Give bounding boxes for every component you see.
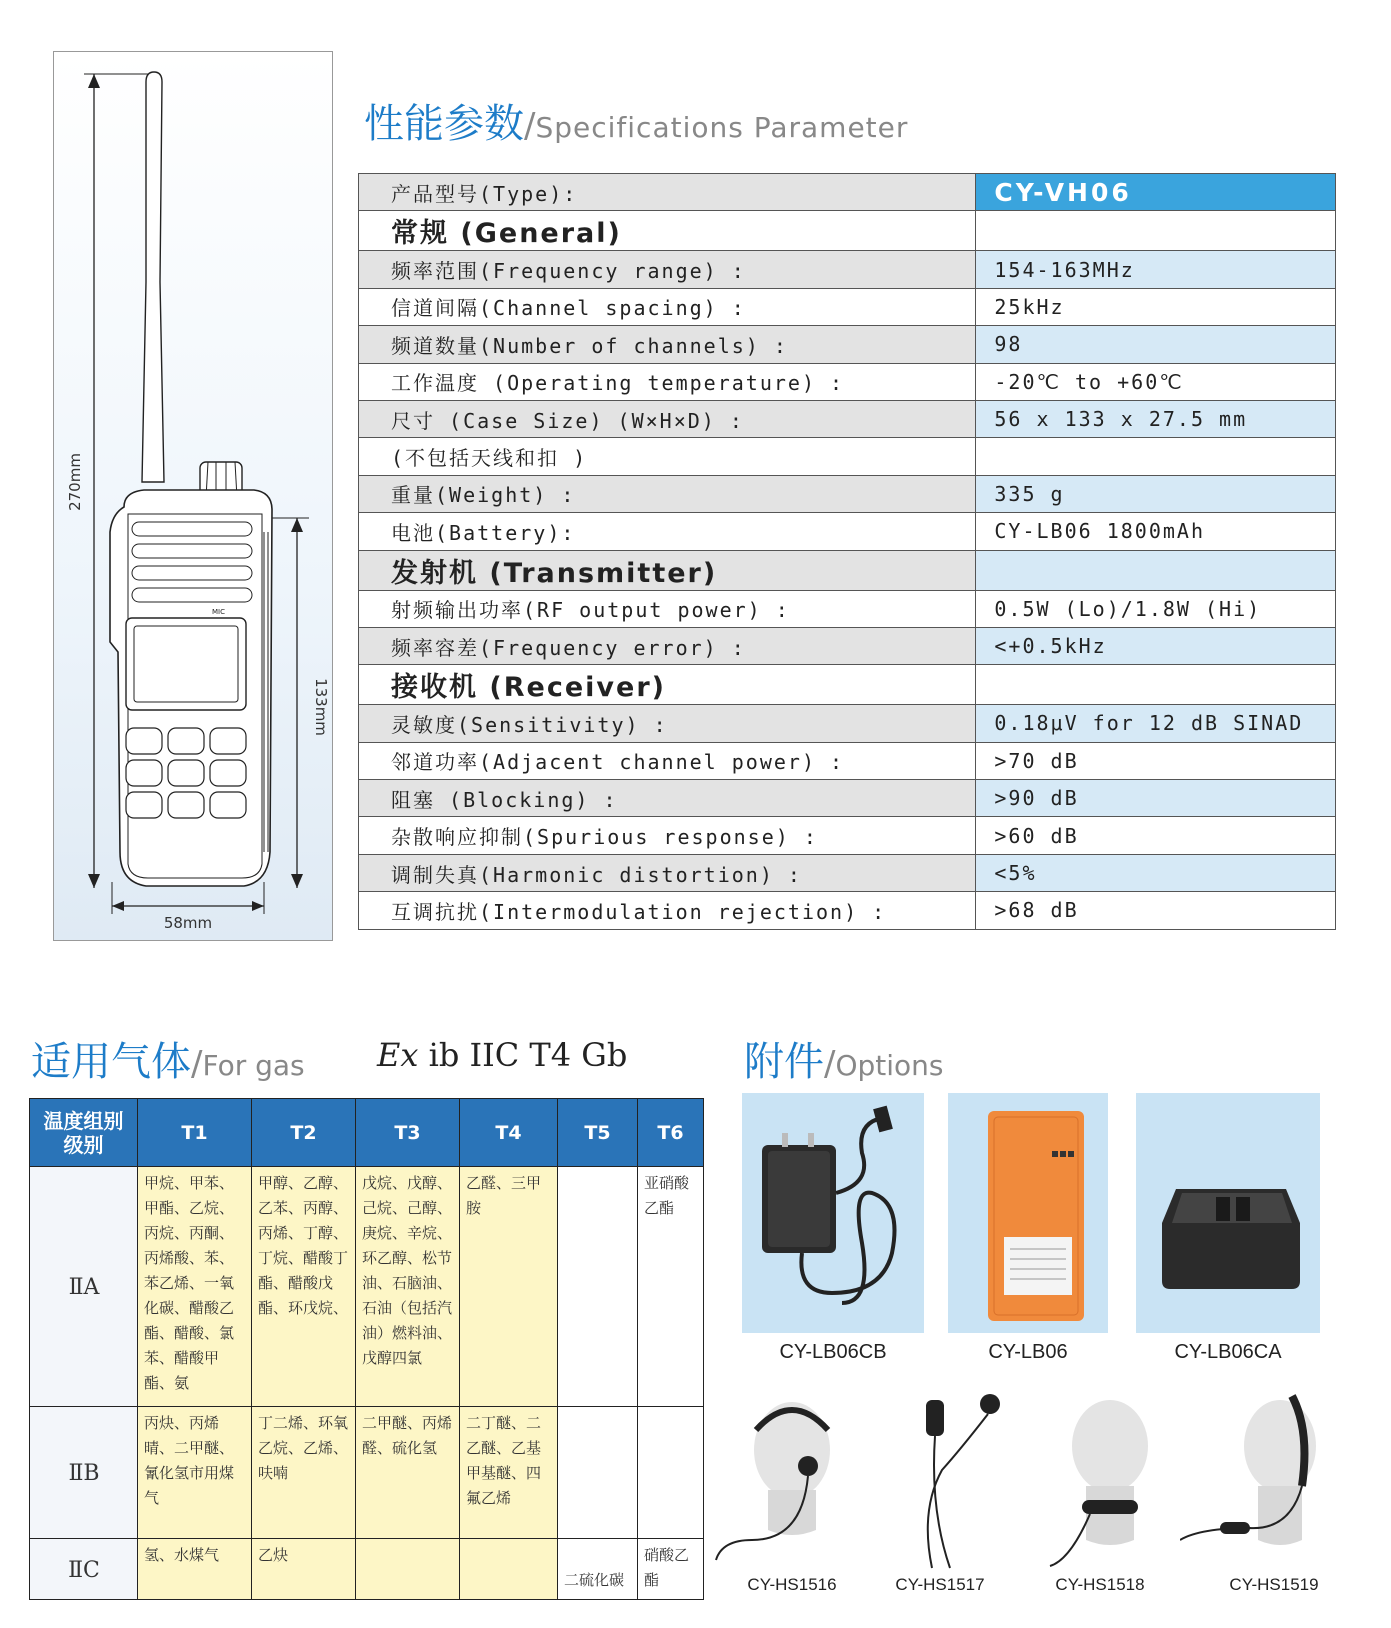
gas-cell: 丁二烯、环氧乙烷、乙烯、呋喃 (252, 1407, 356, 1539)
spec-row (359, 363, 1336, 400)
battery-image (948, 1093, 1108, 1333)
headset-label-1516: CY-HS1516 (747, 1575, 837, 1594)
spec-value: 56 x 133 x 27.5 mm (976, 400, 1336, 437)
spec-value: 154-163MHz (976, 251, 1336, 288)
gas-table (29, 1098, 704, 1600)
gas-row (30, 1407, 704, 1539)
spec-value (976, 211, 1336, 251)
spec-row (359, 817, 1336, 854)
spec-title-slash: / (524, 106, 536, 146)
spec-row (359, 550, 1336, 590)
spec-label: 电池(Battery): (359, 513, 976, 550)
gas-cell (460, 1539, 558, 1600)
gas-cell: 甲醇、乙醇、乙苯、丙醇、丙烯、丁醇、丁烷、醋酸丁酯、醋酸戊酯、环戊烷、 (252, 1167, 356, 1407)
gas-title-slash: / (191, 1044, 203, 1084)
spec-title-en: Specifications Parameter (535, 111, 909, 144)
gas-header-cell: T2 (252, 1099, 356, 1167)
spec-label: 调制失真(Harmonic distortion) : (359, 854, 976, 891)
charger-adapter-image (742, 1093, 924, 1333)
spec-row (359, 627, 1336, 664)
spec-label: 频率范围(Frequency range) : (359, 251, 976, 288)
gas-group-name: ⅡB (30, 1407, 138, 1539)
spec-row (359, 705, 1336, 742)
spec-label: 频道数量(Number of channels) : (359, 326, 976, 363)
ex-marking-rest: ib IIC T4 Gb (418, 1036, 628, 1074)
spec-row (359, 892, 1336, 929)
spec-label: 产品型号(Type): (359, 174, 976, 211)
spec-row (359, 742, 1336, 779)
gas-cell: 丙炔、丙烯晴、二甲醚、氰化氢市用煤气 (138, 1407, 252, 1539)
spec-value: <5% (976, 854, 1336, 891)
spec-section-title (364, 92, 908, 149)
gas-cell: 二甲醚、丙烯醛、硫化氢 (356, 1407, 460, 1539)
height-dimension-label: 270mm (66, 453, 84, 511)
spec-label: 常规 (General) (359, 211, 976, 251)
spec-value: >70 dB (976, 742, 1336, 779)
headset-1519-image (1180, 1390, 1340, 1570)
options-title-zh: 附件 (744, 1039, 824, 1085)
headset-1518-image (1040, 1390, 1180, 1570)
width-dimension-label: 58mm (163, 914, 213, 932)
gas-title-en: For gas (202, 1049, 305, 1082)
spec-value: 335 g (976, 475, 1336, 512)
gas-header-cell: T4 (460, 1099, 558, 1167)
gas-cell: 二硫化碳 (558, 1539, 638, 1600)
spec-value (976, 550, 1336, 590)
gas-cell: 乙醛、三甲胺 (460, 1167, 558, 1407)
spec-label: 发射机 (Transmitter) (359, 550, 976, 590)
spec-label: 互调抗扰(Intermodulation rejection) : (359, 892, 976, 929)
radio-dimension-drawing (53, 51, 333, 941)
spec-label: 信道间隔(Channel spacing) : (359, 288, 976, 325)
headset-label-1519: CY-HS1519 (1229, 1575, 1319, 1594)
gas-cell: 戊烷、戊醇、己烷、己醇、庚烷、辛烷、环乙醇、松节油、石脑油、石油（包括汽油）燃料油、戊醇四氯 (356, 1167, 460, 1407)
gas-header-cell: T6 (638, 1099, 704, 1167)
headset-label-1517: CY-HS1517 (895, 1575, 985, 1594)
gas-cell: 氢、水煤气 (138, 1539, 252, 1600)
spec-row (359, 665, 1336, 705)
gas-cell (356, 1539, 460, 1600)
options-section-title (744, 1030, 944, 1087)
spec-row (359, 475, 1336, 512)
spec-value (976, 665, 1336, 705)
gas-header-cell: T5 (558, 1099, 638, 1167)
option-label-battery: CY-LB06 (988, 1341, 1068, 1363)
body-height-dimension-label: 133mm (312, 678, 330, 736)
gas-cell: 甲烷、甲苯、甲酯、乙烷、丙烷、丙酮、丙烯酸、苯、苯乙烯、一氧化碳、醋酸乙酯、醋酸、氯苯、醋酸甲酯、氨 (138, 1167, 252, 1407)
gas-cell (558, 1167, 638, 1407)
gas-row (30, 1167, 704, 1407)
spec-value: 98 (976, 326, 1336, 363)
spec-label: 工作温度 (Operating temperature) : (359, 363, 976, 400)
options-title-en: Options (835, 1049, 944, 1082)
ex-marking (377, 1036, 627, 1074)
spec-value: 0.18μV for 12 dB SINAD (976, 705, 1336, 742)
mic-label: MIC (212, 608, 225, 616)
spec-value: >68 dB (976, 892, 1336, 929)
spec-value: -20℃ to +60℃ (976, 363, 1336, 400)
spec-row (359, 174, 1336, 211)
option-label-desktop-charger: CY-LB06CA (1174, 1341, 1282, 1363)
gas-cell: 二丁醚、二乙醚、乙基甲基醚、四氟乙烯 (460, 1407, 558, 1539)
options-title-slash: / (824, 1044, 836, 1084)
headset-1516-image (712, 1390, 862, 1570)
gas-cell: 乙炔 (252, 1539, 356, 1600)
spec-value: CY-LB06 1800mAh (976, 513, 1336, 550)
spec-row (359, 326, 1336, 363)
gas-row (30, 1539, 704, 1600)
gas-title-zh: 适用气体 (31, 1039, 191, 1085)
spec-label: 射频输出功率(RF output power) : (359, 590, 976, 627)
spec-row (359, 288, 1336, 325)
spec-value: 25kHz (976, 288, 1336, 325)
spec-row (359, 400, 1336, 437)
radio-illustration (54, 52, 334, 942)
headset-label-1518: CY-HS1518 (1055, 1575, 1145, 1594)
spec-row (359, 211, 1336, 251)
spec-row (359, 854, 1336, 891)
gas-group-name: ⅡC (30, 1539, 138, 1600)
gas-cell: 硝酸乙酯 (638, 1539, 704, 1600)
spec-label: 重量(Weight) : (359, 475, 976, 512)
gas-header-cell: T1 (138, 1099, 252, 1167)
spec-label: (不包括天线和扣 ) (359, 438, 976, 475)
spec-value: >90 dB (976, 780, 1336, 817)
spec-value: <+0.5kHz (976, 627, 1336, 664)
spec-value: CY-VH06 (976, 174, 1336, 211)
spec-title-zh: 性能参数 (364, 101, 524, 147)
spec-row (359, 780, 1336, 817)
spec-label: 尺寸 (Case Size) (W×H×D) : (359, 400, 976, 437)
headset-1517-image (880, 1390, 1020, 1570)
desktop-charger-image (1136, 1093, 1320, 1333)
gas-header-cell: 温度组别级别 (30, 1099, 138, 1167)
spec-row (359, 251, 1336, 288)
option-label-charger-adapter: CY-LB06CB (779, 1341, 887, 1363)
gas-group-name: ⅡA (30, 1167, 138, 1407)
spec-value: 0.5W (Lo)/1.8W (Hi) (976, 590, 1336, 627)
spec-table (358, 173, 1336, 930)
ex-marking-ex: Ex (377, 1036, 419, 1074)
spec-label: 灵敏度(Sensitivity) : (359, 705, 976, 742)
gas-cell: 亚硝酸乙酯 (638, 1167, 704, 1407)
spec-label: 杂散响应抑制(Spurious response) : (359, 817, 976, 854)
spec-row (359, 590, 1336, 627)
spec-row (359, 513, 1336, 550)
spec-label: 阻塞 (Blocking) : (359, 780, 976, 817)
spec-value: >60 dB (976, 817, 1336, 854)
spec-label: 频率容差(Frequency error) : (359, 627, 976, 664)
gas-cell (638, 1407, 704, 1539)
spec-row (359, 438, 1336, 475)
spec-value (976, 438, 1336, 475)
spec-label: 邻道功率(Adjacent channel power) : (359, 742, 976, 779)
gas-section-title (31, 1030, 305, 1087)
gas-cell (558, 1407, 638, 1539)
spec-label: 接收机 (Receiver) (359, 665, 976, 705)
gas-header-cell: T3 (356, 1099, 460, 1167)
